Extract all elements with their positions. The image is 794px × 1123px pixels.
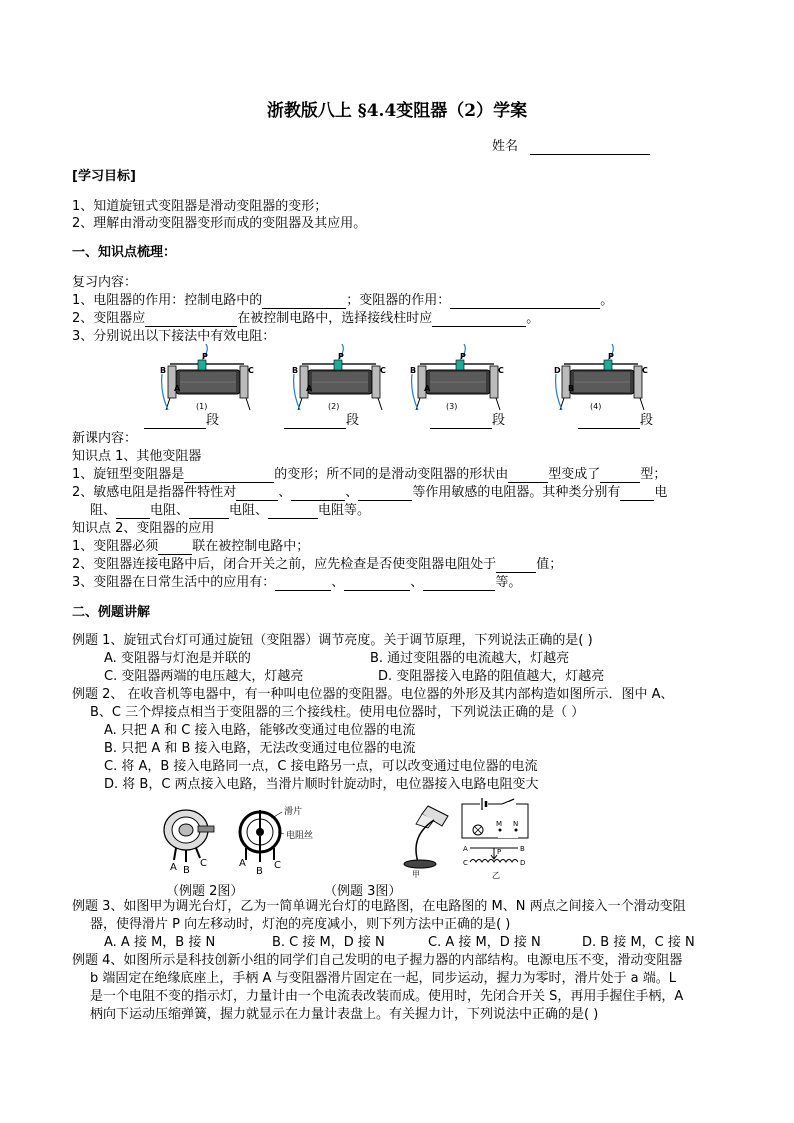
blank: [450, 295, 600, 309]
blank: [430, 415, 492, 429]
k2-line-3: 3、变阻器在日常生活中的应用有： 、 、 等。: [72, 575, 522, 590]
blank: [578, 415, 640, 429]
circuit-label-d: D: [520, 859, 526, 867]
terminal-label-left2: A: [306, 384, 313, 393]
rheostat-number: (1): [196, 402, 208, 411]
example-2-option-d: D. 将 B，C 两点接入电路，当滑片顺时针旋动时，电位器接入电路电阻变大: [104, 777, 539, 792]
blank: [116, 505, 150, 519]
resistance-wire-label: 电阻丝: [286, 831, 314, 841]
terminal-label-top: P: [608, 352, 614, 361]
terminal-label-left2: B: [568, 384, 575, 393]
example-4-question-3: 是一个电阻不变的指示灯，力量计由一个电流表改装而成。使用时，先闭合开关 S，再用手握住手柄，A: [90, 989, 684, 1004]
terminal-label-right: C: [642, 366, 648, 375]
k2-line-2: 2、变阻器连接电路中后，闭合开关之前，应先检查是否使变阻器电阻处于 值；: [72, 557, 563, 572]
blank: [620, 487, 654, 501]
example-2-option-c: C. 将 A，B 接入电路同一点，C 接电路另一点，可以改变通过电位器的电流: [104, 759, 538, 774]
circuit-label-yi: 乙: [492, 871, 500, 880]
rheostat-number: (4): [590, 402, 602, 411]
blank: [275, 577, 331, 591]
blank: [184, 469, 274, 483]
section-2-header: 二、例题讲解: [72, 605, 151, 620]
name-label: 姓名: [492, 139, 519, 154]
slider-label: 滑片: [284, 807, 303, 817]
example-1-option-d: D. 变阻器接入电路的阻值越大，灯越亮: [378, 669, 605, 684]
page-title: 浙教版八上 §4.4变阻器（2）学案: [266, 101, 528, 121]
rheostat-figure: [552, 344, 652, 420]
rheostat-figure: [408, 344, 508, 420]
example-3-option-a: A. A 接 M，B 接 N: [104, 935, 216, 950]
goal-1: 1、知道旋钮式变阻器是滑动变阻器的变形；: [72, 199, 328, 214]
pot-label-c: C: [200, 858, 207, 869]
segment-label: 段: [640, 413, 654, 428]
k1-line-2: 2、敏感电阻是指器件特性对 、 、 等作用敏感的电阻器。其种类分别有 电: [72, 485, 668, 500]
terminal-label-top: P: [202, 352, 208, 361]
example-2-option-b: B. 只把 A 和 B 接入电路，无法改变通过电位器的电流: [104, 741, 416, 756]
segment-label: 段: [206, 413, 220, 428]
rheostat-answer: [284, 412, 359, 429]
segment-label: 段: [346, 413, 360, 428]
example-4-question-2: b 端固定在绝缘底座上，手柄 A 与变阻器滑片固定在一起，同步运动，握力为零时，滑片处于 a 端。L: [90, 971, 677, 986]
review-header: 复习内容：: [72, 275, 138, 290]
rheostat-figure: [158, 344, 258, 420]
terminal-label-top: P: [460, 352, 466, 361]
knowledge-1-header: 知识点 1、其他变阻器: [72, 449, 202, 464]
terminal-label-left: D: [554, 366, 561, 375]
example-2-question-1: 例题 2、 在收音机等电器中，有一种叫电位器的变阻器。电位器的外形及其内部构造如图所示．图中 A、: [72, 687, 674, 702]
terminal-label-left: B: [160, 366, 167, 375]
example-3-question-1: 例题 3、如图甲为调光台灯，乙为一简单调光台灯的电路图，在电路图的 M、N 两点之间接入一个滑动变阻: [72, 899, 686, 914]
blank: [291, 487, 345, 501]
blank: [496, 559, 536, 573]
rheostat-figure: [290, 344, 390, 420]
blank: [144, 415, 206, 429]
example-1-option-a: A. 变阻器与灯泡是并联的: [104, 651, 251, 666]
terminal-label-right: C: [248, 366, 254, 375]
blank: [508, 469, 548, 483]
example-3-figure-caption: （例题 3图）: [324, 884, 402, 899]
review-q3: 3、分别说出以下接法中有效电阻：: [72, 329, 276, 344]
k2-line-1: 1、变阻器必须 联在被控制电路中；: [72, 539, 310, 554]
terminal-label-left: B: [292, 366, 299, 375]
blank: [189, 505, 229, 519]
blank: [432, 313, 526, 327]
inner-label-c: C: [274, 860, 281, 871]
knowledge-2-header: 知识点 2、变阻器的应用: [72, 521, 215, 536]
example-4-question-4: 柄向下运动压缩弹簧，握力就显示在力量计表盘上。有关握力计，下列说法中正确的是( ): [90, 1007, 599, 1022]
rheostat-answer: [578, 412, 653, 429]
rheostat-answer: [144, 412, 219, 429]
blank: [268, 505, 318, 519]
blank: [600, 469, 640, 483]
k1-line-3: 阻、 电阻、 电阻、 电阻等。: [90, 503, 371, 518]
example-1-option-b: B. 通过变阻器的电流越大，灯越亮: [370, 651, 570, 666]
circuit-label-n: N: [513, 820, 519, 828]
goals-header: [学习目标]: [72, 169, 136, 184]
example-3-option-d: D. B 接 M，C 接 N: [582, 935, 695, 950]
desk-lamp-figure: [398, 800, 456, 878]
circuit-label-b: B: [520, 845, 525, 853]
blank: [344, 577, 410, 591]
section-1-header: 一、知识点梳理：: [72, 245, 177, 260]
terminal-label-left2: A: [424, 384, 431, 393]
lamp-label-jia: 甲: [412, 870, 420, 878]
example-2-question-2: B、C 三个焊接点相当于变阻器的三个接线柱。使用电位器时，下列说法正确的是（ ）: [90, 705, 585, 720]
blank: [423, 577, 495, 591]
potentiometer-interior-figure: [234, 804, 314, 876]
goal-2: 2、理解由滑动变阻器变形而成的变阻器及其应用。: [72, 216, 367, 231]
lamp-circuit-diagram: [458, 796, 536, 882]
blank: [358, 487, 412, 501]
example-3-question-2: 器，使得滑片 P 向左移动时，灯泡的亮度减小，则下列方法中正确的是( ): [90, 917, 511, 932]
blank: [262, 295, 346, 309]
blank: [284, 415, 346, 429]
example-4-question-1: 例题 4、如图所示是科技创新小组的同学们自己发明的电子握力器的内部结构。电源电压不变，滑动变阻器: [72, 953, 683, 968]
example-1-option-c: C. 变阻器两端的电压越大，灯越亮: [104, 669, 304, 684]
inner-label-b: B: [256, 866, 263, 876]
inner-label-a: A: [239, 858, 246, 869]
blank: [158, 541, 192, 555]
blank: [236, 487, 278, 501]
terminal-label-top: P: [338, 352, 344, 361]
pot-label-a: A: [170, 862, 177, 873]
circuit-label-p: P: [497, 848, 502, 856]
terminal-label-left2: A: [174, 384, 181, 393]
potentiometer-exterior-figure: [158, 804, 218, 874]
review-q1: 1、电阻器的作用：控制电路中的 ；变阻器的作用： 。: [72, 293, 614, 308]
example-1-question: 例题 1、旋钮式台灯可通过旋钮（变阻器）调节亮度。关于调节原理，下列说法正确的是( ): [72, 633, 593, 648]
segment-label: 段: [492, 413, 506, 428]
new-content-header: 新课内容：: [72, 431, 138, 446]
rheostat-number: (2): [328, 402, 340, 411]
example-3-option-b: B. C 接 M，D 接 N: [272, 935, 385, 950]
review-q2: 2、变阻器应 在被控制电路中，选择接线柱时应 。: [72, 311, 540, 326]
example-3-option-c: C. A 接 M，D 接 N: [428, 935, 541, 950]
blank: [145, 313, 237, 327]
rheostat-answer: [430, 412, 505, 429]
circuit-label-a: A: [463, 845, 468, 853]
circuit-label-m: M: [496, 820, 503, 828]
name-field: [492, 138, 650, 155]
k1-line-1: 1、旋钮型变阻器是 的变形；所不同的是滑动变阻器的形状由 型变成了 型；: [72, 467, 667, 482]
rheostat-number: (3): [446, 402, 458, 411]
example-2-option-a: A. 只把 A 和 C 接入电路，能够改变通过电位器的电流: [104, 723, 416, 738]
terminal-label-right: C: [498, 366, 504, 375]
example-2-figure-caption: （例题 2图）: [166, 884, 244, 899]
name-blank: [530, 141, 650, 155]
circuit-label-c: C: [463, 859, 468, 867]
terminal-label-left: B: [410, 366, 417, 375]
pot-label-b: B: [183, 865, 190, 874]
terminal-label-right: C: [380, 366, 386, 375]
